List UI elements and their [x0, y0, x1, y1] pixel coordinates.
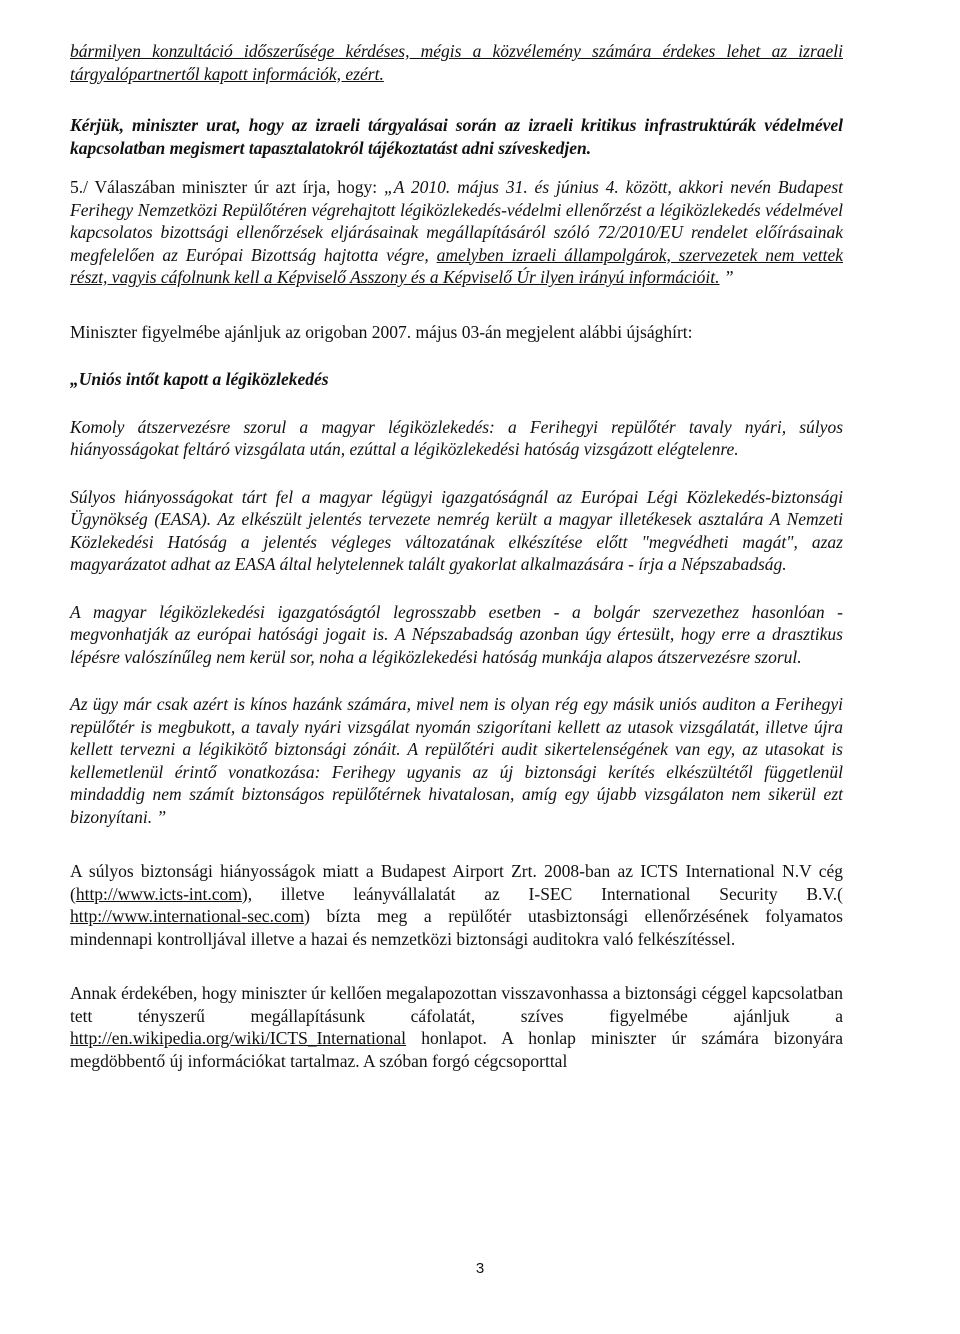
icts-text-2: ), illetve leányvállalatát az I-SEC International Security B.V.( [241, 883, 843, 904]
news-paragraph-4: Az ügy már csak azért is kínos hazánk számára, mivel nem is olyan rég egy másik uniós auditon a Ferihegyi repülőtér is megbukott, a tavaly nyári vizsgálat nyomán szigorítani kellett az utasok vizsgálatát, illetve újra kellett tervezni a légikikötő biztonsági zónáit. A repülőtéri audit sikertelenségének van egy, az utasokat is kellemetlenül érintő vonatkozása: Ferihegy ugyanis az új biztonsági kerítés elkészültétől függetlenül mindaddig nem számít biztonságos repülőtérnek hivatalosan, amíg egy újabb vizsgálaton nem sikerül ezt bizonyítani. ” [70, 694, 843, 827]
document-body [70, 40, 843, 1072]
wikipedia-link[interactable]: http://en.wikipedia.org/wiki/ICTS_International [70, 1028, 407, 1048]
news-paragraph-2: Súlyos hiányosságokat tárt fel a magyar légügyi igazgatóságnál az Európai Légi Közlekedés-biztonsági Ügynökség (EASA). Az elkészült jelentés tervezete nemrég került a magyar illetékesek asztalára A Nemzeti Közlekedési Hatóság a jelentés végleges változatának elkészítése előtt "megvédheti magát", azaz magyarázatot adhat az EASA által helytelennek talált gyakorlat alkalmazására - írja a Népszabadság. [70, 486, 843, 574]
answer-5-quote: „A 2010. május 31. és június 4. között, akkori nevén Budapest Ferihegy Nemzetközi Repülőtéren végrehajtott légiközlekedés-védelmi ellenőrzést a légiközlekedés védelmével kapcsolatos bizottsági ellenőrzések eljárásainak megállapításáról szóló 72/2010/EU rendelet előírásainak megfelelően az Európai Bizottság hajtotta végre, [70, 177, 843, 265]
wikipedia-paragraph [70, 982, 843, 1072]
answer-5-quote-end: ” [719, 267, 734, 287]
icts-paragraph [70, 860, 843, 950]
page-number: 3 [475, 1260, 485, 1277]
paragraph-continuation: bármilyen konzultáció időszerűsége kérdéses, mégis a közvélemény számára érdekes lehet az izraeli tárgyalópartnertől kapott információk, ezért. [70, 41, 843, 84]
news-paragraph-3: A magyar légiközlekedési igazgatóságtól legrosszabb esetben - a bolgár szervezethez hasonlóan - megvonhatják az európai hatósági jogait is. A Népszabadság azonban úgy értesült, hogy erre a drasztikus lépésre valószínűleg nem kerül sor, noha a légiközlekedési hatóság munkája alapos átszervezésre szorul. [70, 601, 843, 667]
icts-text-1: A súlyos biztonsági hiányosságok miatt a Budapest Airport Zrt. 2008-ban az ICTS International N.V cég ( [70, 861, 843, 904]
news-paragraph-1: Komoly átszervezésre szorul a magyar légiközlekedés: a Ferihegyi repülőtér tavaly nyári, súlyos hiányosságokat feltáró vizsgálata után, ezúttal a légiközlekedési hatóság vizsgázott elégtelenre. [70, 416, 843, 459]
wikipedia-text-1: Annak érdekében, hogy miniszter úr kellően megalapozottan visszavonhassa a biztonsági céggel kapcsolatban tett tényszerű megállapításunk cáfolatát, szíves figyelmébe ajánljuk a [70, 983, 843, 1026]
answer-5-paragraph [70, 176, 843, 289]
wikipedia-text-2: honlapot. A honlap miniszter úr számára bizonyára megdöbbentő új információkat tartalmaz. A szóban forgó cégcsoporttal [70, 1028, 843, 1071]
news-headline: „Uniós intőt kapott a légiközlekedés [70, 369, 329, 389]
news-intro: Miniszter figyelmébe ajánljuk az origoban 2007. május 03-án megjelent alábbi újsághírt: [70, 321, 693, 342]
icts-link[interactable]: http://www.icts-int.com [75, 883, 242, 904]
isec-link[interactable]: http://www.international-sec.com [70, 906, 305, 926]
icts-text-3: ) bízta meg a repülőtér utasbiztonsági ellenőrzésének folyamatos mindennapi kontrolljával illetve a hazai és nemzetközi biztonsági auditokra való felkészítéssel. [70, 906, 843, 949]
request-paragraph: Kérjük, miniszter urat, hogy az izraeli tárgyalásai során az izraeli kritikus infrastruktúrák védelmével kapcsolatban megismert tapasztalatokról tájékoztatást adni szíveskedjen. [70, 115, 843, 158]
answer-5-underlined-quote: amelyben izraeli állampolgárok, szervezetek nem vettek részt, vagyis cáfolnunk kell a Képviselő Asszony és a Képviselő Úr ilyen irányú információit. [70, 244, 843, 287]
answer-5-lead: 5./ Válaszában miniszter úr azt írja, hogy: [70, 177, 384, 197]
